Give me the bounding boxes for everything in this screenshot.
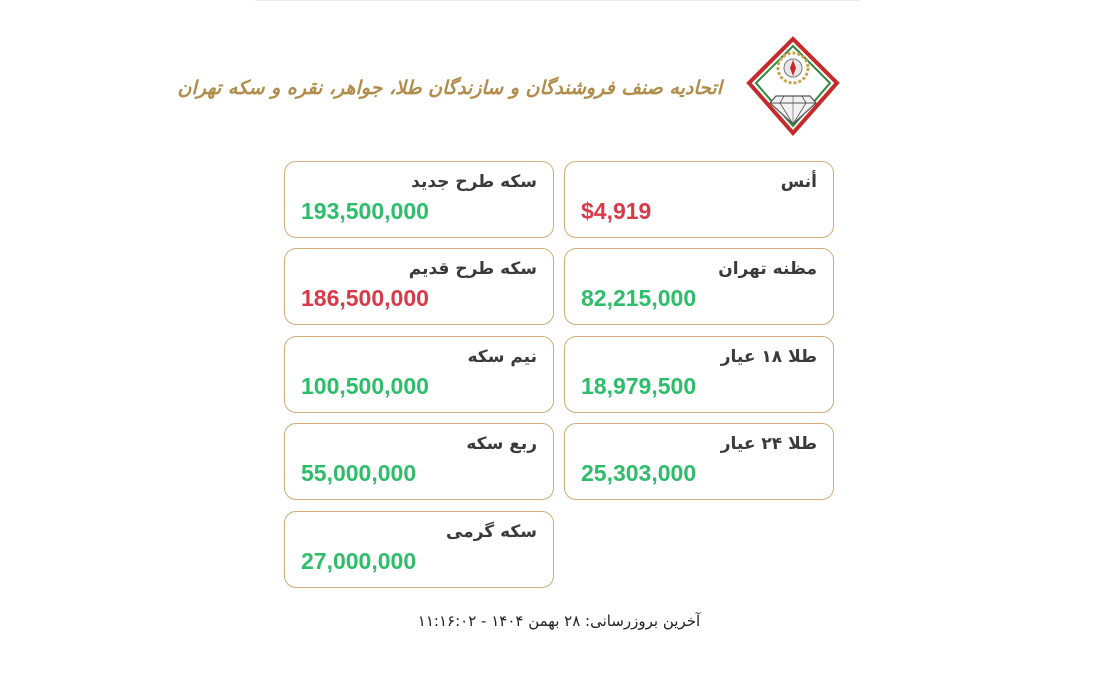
- top-divider: [255, 0, 860, 1]
- card-label: نیم سکه: [467, 347, 537, 367]
- card-quarter-coin: [284, 423, 554, 500]
- card-label: سکه طرح قدیم: [408, 259, 537, 279]
- card-value: 82,215,000: [581, 285, 697, 311]
- card-value: 27,000,000: [301, 548, 417, 574]
- card-value: 25,303,000: [581, 460, 697, 486]
- card-label: طلا ۲۴ عیار: [720, 434, 817, 454]
- card-gold-24k: [564, 423, 834, 500]
- card-half-coin: [284, 336, 554, 413]
- union-title: اتحادیه صنف فروشندگان و سازندگان طلا، جواهر، نقره و سکه تهران: [177, 77, 722, 99]
- union-logo-icon: [746, 36, 840, 136]
- card-ounce: [564, 161, 834, 238]
- card-value: $4,919: [581, 198, 652, 224]
- card-label: سکه طرح جدید: [411, 172, 537, 192]
- card-old-coin: [284, 248, 554, 325]
- card-gold-18k: [564, 336, 834, 413]
- card-gram-coin: [284, 511, 554, 588]
- header: [177, 36, 840, 136]
- card-tehran-mazaneh: [564, 248, 834, 325]
- card-value: 18,979,500: [581, 373, 697, 399]
- card-label: مظنه تهران: [718, 259, 817, 279]
- card-label: ربع سکه: [466, 434, 537, 454]
- last-update-text: آخرین بروزرسانی: ۲۸ بهمن ۱۴۰۴ - ۱۱:۱۶:۰۲: [417, 612, 701, 630]
- card-value: 100,500,000: [301, 373, 429, 399]
- card-value: 193,500,000: [301, 198, 429, 224]
- card-label: طلا ۱۸ عیار: [720, 347, 817, 367]
- card-label: أنس: [780, 172, 817, 192]
- card-label: سکه گرمی: [445, 522, 537, 542]
- card-value: 186,500,000: [301, 285, 429, 311]
- card-value: 55,000,000: [301, 460, 417, 486]
- card-new-coin: [284, 161, 554, 238]
